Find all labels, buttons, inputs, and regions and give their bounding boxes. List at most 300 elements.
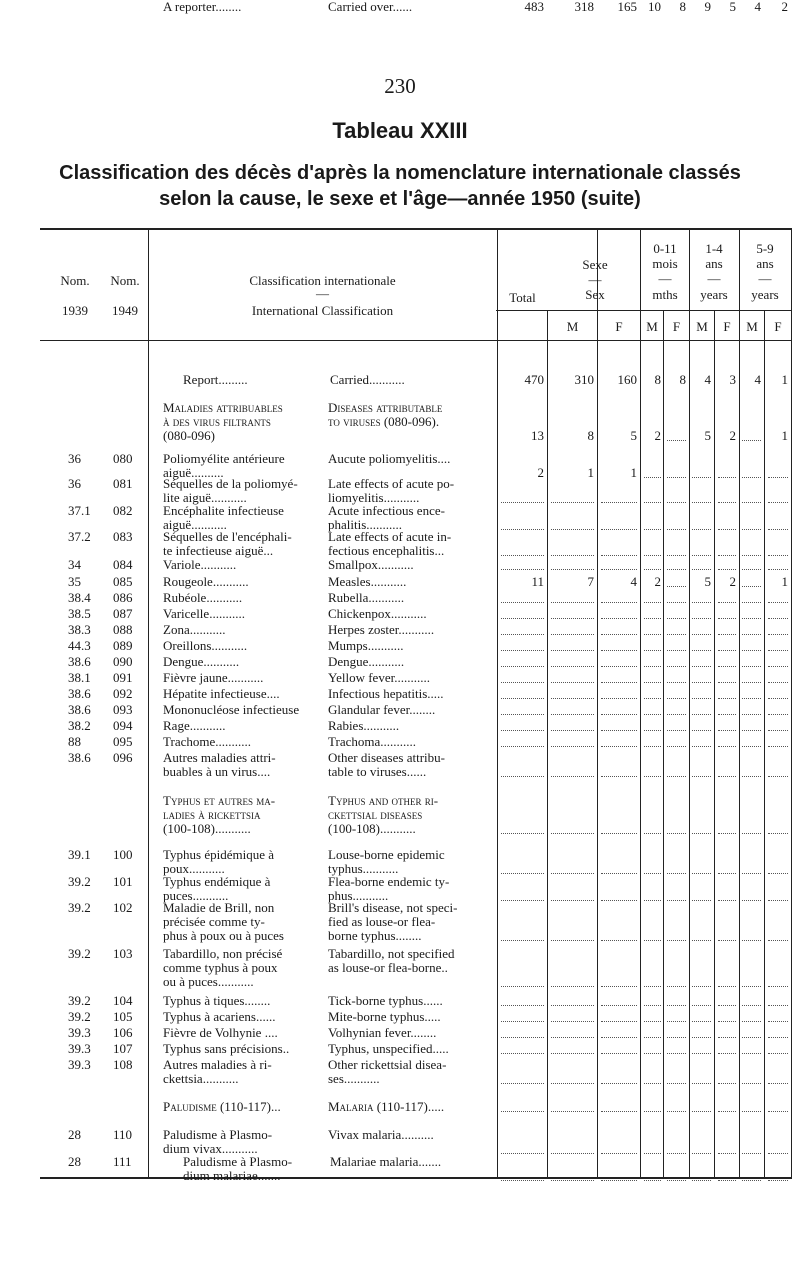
empty-cell-leader bbox=[601, 569, 637, 570]
empty-cell-leader bbox=[742, 833, 761, 834]
classification-fr: Zona........... bbox=[163, 622, 226, 637]
column-rule bbox=[663, 310, 664, 1177]
empty-cell-leader bbox=[667, 1037, 686, 1038]
empty-cell-leader bbox=[718, 986, 736, 987]
nom-1949: 090 bbox=[113, 654, 133, 669]
header-age0-a: 0-11 bbox=[653, 241, 677, 256]
empty-cell-leader bbox=[742, 940, 761, 941]
header-classification-dash: — bbox=[316, 286, 329, 301]
cell-value: 160 bbox=[617, 372, 637, 387]
classification-en: phalitis........... bbox=[328, 517, 403, 532]
empty-cell-leader bbox=[718, 529, 736, 530]
empty-cell-leader bbox=[644, 666, 661, 667]
empty-cell-leader bbox=[501, 1180, 544, 1181]
empty-cell-leader bbox=[501, 833, 544, 834]
empty-cell-leader bbox=[742, 900, 761, 901]
empty-cell-leader bbox=[692, 602, 711, 603]
empty-cell-leader bbox=[667, 873, 686, 874]
empty-cell-leader bbox=[501, 730, 544, 731]
nom-1949: 086 bbox=[113, 590, 133, 605]
empty-cell-leader bbox=[768, 650, 788, 651]
empty-cell-leader bbox=[692, 569, 711, 570]
empty-cell-leader bbox=[501, 1053, 544, 1054]
classification-en: Trachoma........... bbox=[328, 734, 416, 749]
column-rule bbox=[148, 228, 149, 1177]
empty-cell-leader bbox=[742, 650, 761, 651]
classification-fr: Typhus endémique à bbox=[163, 874, 271, 889]
nom-1939: 38.4 bbox=[68, 590, 91, 605]
header-f: F bbox=[774, 319, 782, 334]
header-m: M bbox=[566, 319, 579, 334]
cell-value: 5 bbox=[704, 574, 711, 589]
empty-cell-leader bbox=[718, 682, 736, 683]
classification-en: Rubella........... bbox=[328, 590, 405, 605]
empty-cell-leader bbox=[692, 1005, 711, 1006]
empty-cell-leader bbox=[601, 682, 637, 683]
classification-en: Rabies........... bbox=[328, 718, 400, 733]
empty-cell-leader bbox=[692, 1153, 711, 1154]
classification-en: Volhynian fever........ bbox=[328, 1025, 437, 1040]
cell-value: 5 bbox=[630, 428, 637, 443]
classification-fr: Dengue........... bbox=[163, 654, 240, 669]
classification-en: Vivax malaria.......... bbox=[328, 1127, 434, 1142]
empty-cell-leader bbox=[551, 900, 594, 901]
empty-cell-leader bbox=[667, 698, 686, 699]
empty-cell-leader bbox=[768, 529, 788, 530]
classification-en: Yellow fever........... bbox=[328, 670, 430, 685]
empty-cell-leader bbox=[667, 900, 686, 901]
classification-en: Late effects of acute in- bbox=[328, 529, 452, 544]
classification-fr: Rougeole........... bbox=[163, 574, 249, 589]
empty-cell-leader bbox=[601, 730, 637, 731]
empty-cell-leader bbox=[601, 746, 637, 747]
empty-cell-leader bbox=[501, 746, 544, 747]
classification-fr: Variole........... bbox=[163, 557, 237, 572]
classification-fr: aiguë........... bbox=[163, 517, 227, 532]
cell-value: 10 bbox=[648, 0, 661, 14]
column-rule bbox=[739, 228, 740, 1177]
empty-cell-leader bbox=[601, 1083, 637, 1084]
empty-cell-leader bbox=[667, 1053, 686, 1054]
nom-1939: 37.1 bbox=[68, 503, 91, 518]
empty-cell-leader bbox=[768, 1180, 788, 1181]
classification-fr: Trachome........... bbox=[163, 734, 251, 749]
empty-cell-leader bbox=[718, 1037, 736, 1038]
classification-fr: (100-108)........... bbox=[163, 821, 251, 836]
nom-1949: 080 bbox=[113, 451, 133, 466]
empty-cell-leader bbox=[742, 714, 761, 715]
empty-cell-leader bbox=[742, 1021, 761, 1022]
empty-cell-leader bbox=[551, 602, 594, 603]
cell-value: 2 bbox=[654, 574, 661, 589]
nom-1949: 104 bbox=[113, 993, 133, 1008]
empty-cell-leader bbox=[551, 1153, 594, 1154]
empty-cell-leader bbox=[667, 776, 686, 777]
empty-cell-leader bbox=[501, 1153, 544, 1154]
empty-cell-leader bbox=[667, 682, 686, 683]
empty-cell-leader bbox=[601, 900, 637, 901]
classification-en: Dengue........... bbox=[328, 654, 405, 669]
nom-1939: 39.3 bbox=[68, 1057, 91, 1072]
nom-1949: 087 bbox=[113, 606, 133, 621]
empty-cell-leader bbox=[742, 746, 761, 747]
empty-cell-leader bbox=[644, 1037, 661, 1038]
empty-cell-leader bbox=[742, 776, 761, 777]
empty-cell-leader bbox=[768, 1021, 788, 1022]
classification-en: Late effects of acute po- bbox=[328, 476, 455, 491]
cell-value: 2 bbox=[729, 428, 736, 443]
empty-cell-leader bbox=[501, 569, 544, 570]
header-age1-a: 1-4 bbox=[705, 241, 723, 256]
empty-cell-leader bbox=[692, 986, 711, 987]
empty-cell-leader bbox=[601, 618, 637, 619]
empty-cell-leader bbox=[718, 714, 736, 715]
empty-cell-leader bbox=[601, 1021, 637, 1022]
nom-1949: 083 bbox=[113, 529, 133, 544]
empty-cell-leader bbox=[742, 1180, 761, 1181]
empty-cell-leader bbox=[644, 618, 661, 619]
nom-1949: 094 bbox=[113, 718, 133, 733]
empty-cell-leader bbox=[768, 477, 788, 478]
cell-value: 4 bbox=[630, 574, 637, 589]
empty-cell-leader bbox=[501, 900, 544, 901]
header-m: M bbox=[746, 319, 758, 334]
classification-fr: Tabardillo, non précisé bbox=[163, 946, 283, 961]
classification-en: (100-108)........... bbox=[328, 821, 416, 836]
empty-cell-leader bbox=[644, 1111, 661, 1112]
empty-cell-leader bbox=[501, 682, 544, 683]
classification-en: Carried........... bbox=[330, 372, 405, 387]
header-classification-en: International Classification bbox=[251, 303, 394, 318]
empty-cell-leader bbox=[501, 666, 544, 667]
header-nom-1949: Nom. bbox=[110, 273, 140, 288]
classification-en: Chickenpox........... bbox=[328, 606, 427, 621]
classification-en: Flea-borne endemic ty- bbox=[328, 874, 450, 889]
empty-cell-leader bbox=[667, 569, 686, 570]
cell-value: 1 bbox=[587, 465, 594, 480]
empty-cell-leader bbox=[644, 776, 661, 777]
nom-1939: 39.2 bbox=[68, 993, 91, 1008]
classification-en: ses........... bbox=[328, 1071, 380, 1086]
nom-1939: 35 bbox=[68, 574, 81, 589]
empty-cell-leader bbox=[551, 1180, 594, 1181]
header-classification-fr: Classification internationale bbox=[249, 273, 396, 288]
header-age5-b: ans bbox=[756, 256, 774, 271]
empty-cell-leader bbox=[692, 1021, 711, 1022]
classification-fr: à des virus filtrants bbox=[163, 414, 271, 429]
empty-cell-leader bbox=[718, 602, 736, 603]
empty-cell-leader bbox=[667, 477, 686, 478]
empty-cell-leader bbox=[692, 1111, 711, 1112]
cell-value: 318 bbox=[574, 0, 594, 14]
empty-cell-leader bbox=[644, 873, 661, 874]
empty-cell-leader bbox=[742, 634, 761, 635]
empty-cell-leader bbox=[551, 1021, 594, 1022]
classification-fr: dium malariae....... bbox=[183, 1168, 281, 1183]
empty-cell-leader bbox=[667, 940, 686, 941]
header-age5-dash: — bbox=[758, 271, 772, 286]
empty-cell-leader bbox=[551, 555, 594, 556]
classification-fr: buables à un virus.... bbox=[163, 764, 271, 779]
cell-value: 8 bbox=[679, 372, 686, 387]
empty-cell-leader bbox=[718, 502, 736, 503]
empty-cell-leader bbox=[718, 730, 736, 731]
empty-cell-leader bbox=[551, 502, 594, 503]
nom-1939: 36 bbox=[68, 451, 81, 466]
empty-cell-leader bbox=[718, 555, 736, 556]
empty-cell-leader bbox=[692, 618, 711, 619]
nom-1949: 108 bbox=[113, 1057, 133, 1072]
empty-cell-leader bbox=[644, 477, 661, 478]
cell-value: 13 bbox=[531, 428, 544, 443]
empty-cell-leader bbox=[768, 730, 788, 731]
header-year-1939: 1939 bbox=[62, 303, 88, 318]
header-m: M bbox=[646, 319, 658, 334]
empty-cell-leader bbox=[742, 1053, 761, 1054]
classification-en: Acute infectious ence- bbox=[328, 503, 445, 518]
empty-cell-leader bbox=[718, 650, 736, 651]
classification-fr: Autres maladies attri- bbox=[163, 750, 276, 765]
header-sex-dash: — bbox=[588, 272, 602, 287]
empty-cell-leader bbox=[718, 666, 736, 667]
table-title: Tableau XXIII bbox=[332, 118, 468, 143]
empty-cell-leader bbox=[601, 1037, 637, 1038]
empty-cell-leader bbox=[718, 1021, 736, 1022]
classification-en: Mite-borne typhus..... bbox=[328, 1009, 441, 1024]
empty-cell-leader bbox=[501, 1037, 544, 1038]
empty-cell-leader bbox=[742, 698, 761, 699]
empty-cell-leader bbox=[768, 682, 788, 683]
classification-en: Smallpox........... bbox=[328, 557, 414, 572]
empty-cell-leader bbox=[644, 940, 661, 941]
classification-fr: Maladie de Brill, non bbox=[163, 900, 275, 915]
empty-cell-leader bbox=[692, 873, 711, 874]
nom-1939: 39.3 bbox=[68, 1025, 91, 1040]
empty-cell-leader bbox=[501, 698, 544, 699]
header-year-1949: 1949 bbox=[112, 303, 138, 318]
cell-value: 2 bbox=[781, 0, 788, 14]
classification-fr: ckettsia........... bbox=[163, 1071, 239, 1086]
empty-cell-leader bbox=[692, 1037, 711, 1038]
classification-fr: poux........... bbox=[163, 861, 225, 876]
empty-cell-leader bbox=[768, 1037, 788, 1038]
header-f: F bbox=[723, 319, 731, 334]
empty-cell-leader bbox=[718, 618, 736, 619]
header-sexe: Sexe bbox=[582, 257, 608, 272]
empty-cell-leader bbox=[667, 1153, 686, 1154]
classification-en: Malaria (110-117)..... bbox=[328, 1099, 445, 1114]
nom-1939: 39.2 bbox=[68, 874, 91, 889]
nom-1949: 100 bbox=[113, 847, 133, 862]
empty-cell-leader bbox=[551, 650, 594, 651]
empty-cell-leader bbox=[644, 1083, 661, 1084]
classification-en: Mumps........... bbox=[328, 638, 404, 653]
classification-en: as louse-or flea-borne.. bbox=[328, 960, 448, 975]
empty-cell-leader bbox=[501, 1111, 544, 1112]
cell-value: 4 bbox=[754, 372, 761, 387]
empty-cell-leader bbox=[644, 502, 661, 503]
table-subtitle-line1: Classification des décès d'après la nomenclature internationale classés bbox=[59, 162, 741, 184]
classification-fr: ladies à rickettsia bbox=[163, 807, 261, 822]
classification-fr: A reporter........ bbox=[163, 0, 242, 14]
empty-cell-leader bbox=[768, 634, 788, 635]
classification-fr: Rubéole........... bbox=[163, 590, 243, 605]
empty-cell-leader bbox=[644, 602, 661, 603]
classification-fr: Encéphalite infectieuse bbox=[163, 503, 284, 518]
nom-1939: 88 bbox=[68, 734, 81, 749]
empty-cell-leader bbox=[692, 746, 711, 747]
empty-cell-leader bbox=[644, 634, 661, 635]
nom-1949: 095 bbox=[113, 734, 133, 749]
empty-cell-leader bbox=[667, 714, 686, 715]
empty-cell-leader bbox=[692, 1180, 711, 1181]
empty-cell-leader bbox=[501, 555, 544, 556]
empty-cell-leader bbox=[718, 477, 736, 478]
nom-1949: 107 bbox=[113, 1041, 133, 1056]
empty-cell-leader bbox=[501, 618, 544, 619]
empty-cell-leader bbox=[644, 682, 661, 683]
empty-cell-leader bbox=[768, 1111, 788, 1112]
cell-value: 1 bbox=[630, 465, 637, 480]
empty-cell-leader bbox=[501, 650, 544, 651]
classification-en: Infectious hepatitis..... bbox=[328, 686, 444, 701]
header-age0-b: mois bbox=[652, 256, 678, 271]
empty-cell-leader bbox=[667, 1005, 686, 1006]
empty-cell-leader bbox=[692, 650, 711, 651]
empty-cell-leader bbox=[601, 1153, 637, 1154]
empty-cell-leader bbox=[644, 1005, 661, 1006]
empty-cell-leader bbox=[551, 682, 594, 683]
page-number: 230 bbox=[384, 74, 416, 98]
empty-cell-leader bbox=[667, 602, 686, 603]
empty-cell-leader bbox=[692, 502, 711, 503]
classification-fr: lite aiguë........... bbox=[163, 490, 247, 505]
empty-cell-leader bbox=[768, 746, 788, 747]
empty-cell-leader bbox=[718, 940, 736, 941]
classification-en: typhus........... bbox=[328, 861, 399, 876]
header-age1-b: ans bbox=[705, 256, 723, 271]
header-f: F bbox=[615, 319, 623, 334]
empty-cell-leader bbox=[692, 1083, 711, 1084]
nom-1939: 37.2 bbox=[68, 529, 91, 544]
empty-cell-leader bbox=[601, 529, 637, 530]
empty-cell-leader bbox=[768, 1153, 788, 1154]
empty-cell-leader bbox=[667, 666, 686, 667]
classification-fr: Paludisme à Plasmo- bbox=[163, 1127, 273, 1142]
cell-value: 4 bbox=[754, 0, 761, 14]
empty-cell-leader bbox=[692, 698, 711, 699]
classification-fr: précisée comme ty- bbox=[163, 914, 265, 929]
empty-cell-leader bbox=[667, 440, 686, 441]
empty-cell-leader bbox=[644, 650, 661, 651]
cell-value: 1 bbox=[781, 574, 788, 589]
classification-fr: comme typhus à poux bbox=[163, 960, 278, 975]
empty-cell-leader bbox=[742, 666, 761, 667]
empty-cell-leader bbox=[601, 1111, 637, 1112]
nom-1949: 081 bbox=[113, 476, 133, 491]
empty-cell-leader bbox=[551, 569, 594, 570]
empty-cell-leader bbox=[692, 634, 711, 635]
empty-cell-leader bbox=[692, 1053, 711, 1054]
classification-fr: Fièvre jaune........... bbox=[163, 670, 264, 685]
nom-1949: 089 bbox=[113, 638, 133, 653]
empty-cell-leader bbox=[692, 714, 711, 715]
empty-cell-leader bbox=[718, 833, 736, 834]
empty-cell-leader bbox=[768, 1005, 788, 1006]
nom-1949: 105 bbox=[113, 1009, 133, 1024]
empty-cell-leader bbox=[667, 555, 686, 556]
classification-en: Malariae malaria....... bbox=[330, 1154, 442, 1169]
empty-cell-leader bbox=[768, 602, 788, 603]
cell-value: 165 bbox=[617, 0, 637, 14]
nom-1939: 38.6 bbox=[68, 702, 91, 717]
classification-fr: Typhus épidémique à bbox=[163, 847, 275, 862]
empty-cell-leader bbox=[742, 1083, 761, 1084]
classification-en: Diseases attributable bbox=[328, 400, 443, 415]
empty-cell-leader bbox=[644, 900, 661, 901]
empty-cell-leader bbox=[768, 776, 788, 777]
empty-cell-leader bbox=[601, 602, 637, 603]
empty-cell-leader bbox=[601, 1005, 637, 1006]
empty-cell-leader bbox=[644, 1180, 661, 1181]
empty-cell-leader bbox=[742, 730, 761, 731]
empty-cell-leader bbox=[601, 634, 637, 635]
classification-fr: Fièvre de Volhynie .... bbox=[163, 1025, 278, 1040]
classification-fr: aiguë.......... bbox=[163, 465, 224, 480]
column-rule bbox=[597, 228, 598, 1177]
empty-cell-leader bbox=[768, 1053, 788, 1054]
empty-cell-leader bbox=[768, 1083, 788, 1084]
classification-en: Measles........... bbox=[328, 574, 407, 589]
empty-cell-leader bbox=[644, 529, 661, 530]
classification-en: table to viruses...... bbox=[328, 764, 427, 779]
empty-cell-leader bbox=[601, 1180, 637, 1181]
empty-cell-leader bbox=[667, 986, 686, 987]
header-age1-dash: — bbox=[707, 271, 721, 286]
nom-1939: 39.2 bbox=[68, 1009, 91, 1024]
empty-cell-leader bbox=[718, 873, 736, 874]
table-subtitle-line2: selon la cause, le sexe et l'âge—année 1950 (suite) bbox=[159, 188, 641, 210]
cell-value: 470 bbox=[524, 372, 544, 387]
empty-cell-leader bbox=[742, 602, 761, 603]
classification-fr: Typhus sans précisions.. bbox=[163, 1041, 290, 1056]
empty-cell-leader bbox=[768, 666, 788, 667]
nom-1939: 28 bbox=[68, 1154, 81, 1169]
empty-cell-leader bbox=[718, 1153, 736, 1154]
cell-value: 8 bbox=[654, 372, 661, 387]
header-nom-1939: Nom. bbox=[60, 273, 90, 288]
empty-cell-leader bbox=[601, 873, 637, 874]
empty-cell-leader bbox=[644, 555, 661, 556]
nom-1949: 111 bbox=[113, 1154, 132, 1169]
classification-fr: Typhus et autres ma- bbox=[163, 793, 276, 808]
empty-cell-leader bbox=[644, 730, 661, 731]
empty-cell-leader bbox=[501, 529, 544, 530]
nom-1949: 101 bbox=[113, 874, 133, 889]
column-rule bbox=[791, 228, 792, 1177]
classification-fr: ou à puces........... bbox=[163, 974, 254, 989]
empty-cell-leader bbox=[551, 666, 594, 667]
empty-cell-leader bbox=[742, 1153, 761, 1154]
empty-cell-leader bbox=[768, 502, 788, 503]
nom-1949: 093 bbox=[113, 702, 133, 717]
classification-fr: Typhus à acariens...... bbox=[163, 1009, 276, 1024]
empty-cell-leader bbox=[667, 1021, 686, 1022]
empty-cell-leader bbox=[768, 698, 788, 699]
empty-cell-leader bbox=[667, 634, 686, 635]
empty-cell-leader bbox=[692, 682, 711, 683]
header-age1-en: years bbox=[700, 287, 728, 302]
